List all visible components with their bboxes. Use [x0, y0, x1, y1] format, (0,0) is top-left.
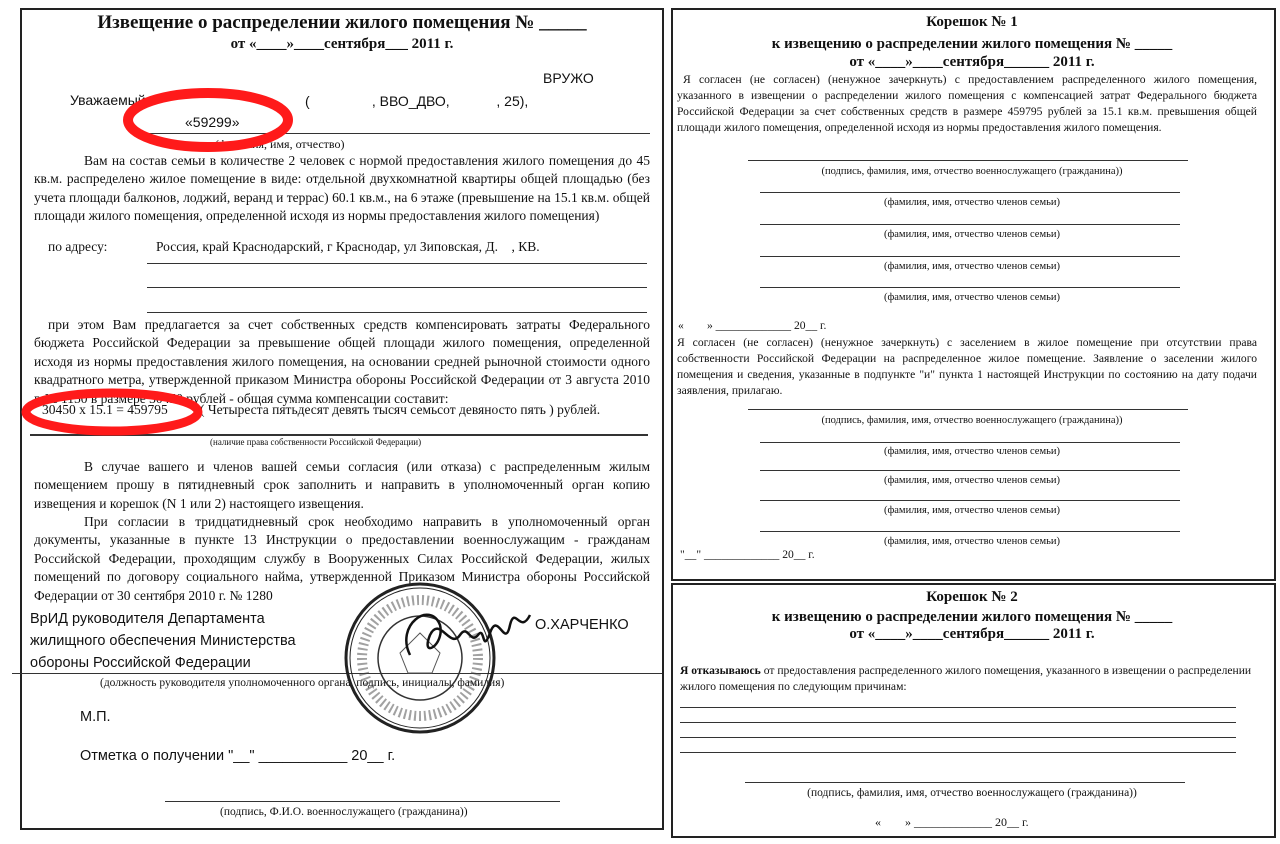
- family-line: [760, 531, 1180, 532]
- stub1-signature-line: [748, 409, 1188, 410]
- family-line: [760, 224, 1180, 225]
- stub2-date: от «____»____сентября______ 2011 г.: [849, 626, 1095, 642]
- notice-title: Извещение о распределении жилого помещения № _____: [97, 12, 587, 33]
- reason-line: [680, 752, 1236, 753]
- reason-line: [680, 722, 1236, 723]
- stub2-subtitle: к извещению о распределении жилого помещения № _____: [771, 609, 1173, 625]
- stub1-caption-signature: (подпись, фамилия, имя, отчество военнослужащего (гражданина)): [821, 415, 1123, 426]
- address-line: [147, 312, 647, 313]
- stub1-caption-family: (фамилия, имя, отчество членов семьи): [883, 292, 1061, 303]
- stub1-subtitle: к извещению о распределении жилого помещения № _____: [771, 36, 1173, 52]
- salutation: Уважаемый: [70, 92, 146, 108]
- stub1-settlement-text: Я согласен (не согласен) (ненужное зачеркнуть) с заселением в жилое помещение при отсутствии права собственности Российской Федерации на распределенное жилое помещение. Заявление о заселении жилого помещения и сведения, указанные в подпункте "и" пункта 1 настоящей Инструкции по состоянию на дату подачи заявления, прилагаю.: [677, 336, 1257, 397]
- stub2-refusal-text: [680, 663, 1256, 695]
- paragraph-instructions: В случае вашего и членов вашей семьи согласия (или отказа) с распределенным жилым помещением прошу в пятидневный срок заполнить и направить в уполномоченный орган копию извещения и корешок (N 1 или 2) настоящего извещения.: [34, 459, 650, 511]
- paragraph-compensation: при этом Вам предлагается за счет собственных средств компенсировать затраты Федерального бюджета Российской Федерации за превышение общей площади жилого помещения, определенной исходя из нормы предоставления жилого помещения, на основании средней рыночной стоимости одного квадратного метра, утвержденной приказом Министра обороны Российской Федерации от 3 августа 2010 г. № 1150 в размере 30450 рублей - общая сумма компенсации составит:: [34, 317, 650, 406]
- compensation-formula: 30450 х 15.1 = 459795: [42, 402, 168, 417]
- paragraph-documents: При согласии в тридцатидневный срок необходимо направить в уполномоченный орган документы, указанные в пункте 13 Инструкции о предоставлении военнослужащим - гражданам Российской Федерации, проходящим службу в Вооруженных Силах Российской Федерации, жилых помещений по договору социального найма, утвержденной Приказом Министра обороны Российской Федерации от 30 сентября 2010 г. № 1280: [34, 514, 650, 603]
- stub2-refusal-bold: Я отказываюсь: [680, 664, 761, 677]
- stub1-caption-family: (фамилия, имя, отчество членов семьи): [883, 197, 1061, 208]
- compensation-words: ( Четыреста пятьдесят девять тысяч семьсот девяносто пять ) рублей.: [200, 402, 601, 417]
- caption-property: (наличие права собственности Российской Федерации): [210, 437, 422, 447]
- stub1-caption-family: (фамилия, имя, отчество членов семьи): [883, 536, 1061, 547]
- signer-position-2: жилищного обеспечения Министерства: [30, 633, 296, 649]
- stub1-date: от «____»____сентября______ 2011 г.: [849, 54, 1095, 70]
- family-line: [760, 500, 1180, 501]
- stub1-date-mid: « » _____________ 20__ г.: [678, 319, 827, 332]
- address-value: Россия, край Краснодарский, г Краснодар, ул Зиповская, Д. , КВ.: [156, 239, 540, 254]
- stub1-title: Корешок № 1: [926, 14, 1018, 30]
- stub1-caption-family: (фамилия, имя, отчество членов семьи): [883, 446, 1061, 457]
- red-highlight-circle-formula: [18, 386, 208, 438]
- stub2-date-end: « » _____________ 20__ г.: [875, 815, 1029, 829]
- stub1-caption-family: (фамилия, имя, отчество членов семьи): [883, 229, 1061, 240]
- addressee-details: ( , ВВО_ДВО, , 25),: [305, 93, 529, 109]
- stamp-place-label: М.П.: [80, 709, 111, 725]
- address-label: по адресу:: [48, 239, 108, 254]
- family-line: [760, 192, 1180, 193]
- signature-icon: [390, 595, 540, 675]
- signer-name: О.ХАРЧЕНКО: [535, 617, 629, 633]
- reason-line: [680, 737, 1236, 738]
- addressee-id: «59299»: [185, 114, 240, 130]
- stub2-signature-line: [745, 782, 1185, 783]
- notice-date: от «____»____сентября___ 2011 г.: [230, 36, 454, 52]
- org-code: ВРУЖО: [543, 70, 594, 86]
- stub1-date-end: "__" _____________ 20__ г.: [680, 548, 815, 561]
- stub1-caption-family: (фамилия, имя, отчество членов семьи): [883, 505, 1061, 516]
- red-highlight-circle-id: [120, 85, 295, 155]
- receipt-mark: Отметка о получении "__" ___________ 20__ г.: [80, 748, 396, 764]
- caption-fio: (фамилия, имя, отчество): [215, 137, 345, 151]
- receipt-signature-line: [165, 801, 560, 802]
- caption-receipt: (подпись, Ф.И.О. военнослужащего (гражданина)): [220, 806, 468, 818]
- family-line: [760, 442, 1180, 443]
- family-line: [760, 256, 1180, 257]
- family-line: [760, 470, 1180, 471]
- reason-line: [680, 707, 1236, 708]
- address-line: [147, 287, 647, 288]
- family-line: [760, 287, 1180, 288]
- stub2-refusal-rest: от предоставления распределенного жилого помещения, указанного в извещении о распределении жилого помещения по следующим причинам:: [680, 664, 1252, 693]
- position-line: [12, 673, 662, 674]
- stub2-caption-signature: (подпись, фамилия, имя, отчество военнослужащего (гражданина)): [807, 787, 1137, 799]
- stub1-consent-text: Я согласен (не согласен) (ненужное зачеркнуть) с предоставлением распределенного жилого помещения, указанного в извещении о распределении жилого помещения с компенсацией затрат Федерального бюджета Российской Федерации за счет собственных средств в размере 459795 рублей за 15.1 кв.м. превышения общей площади жилого помещения, определенной исходя из нормы предоставления жилого помещения.: [677, 73, 1257, 134]
- paragraph-allocation: Вам на состав семьи в количестве 2 человек с нормой предоставления жилого помещения до 45 кв.м. распределено жилое помещение в виде: отдельной двухкомнатной квартиры общей площадью (без учета площади балконов, лоджий, веранд и террас) 60.1 кв.м., на 6 этаже (превышение на 15.1 кв.м. общей площади жилого помещения, определенной исходя из нормы предоставления жилого помещения): [34, 153, 650, 224]
- signer-position-3: обороны Российской Федерации: [30, 655, 251, 671]
- stub2-title: Корешок № 2: [926, 589, 1018, 605]
- caption-position: (должность руководителя уполномоченного органа, подпись, инициалы, фамилия): [100, 677, 505, 689]
- address-line: [147, 263, 647, 264]
- stub1-caption-family: (фамилия, имя, отчество членов семьи): [883, 475, 1061, 486]
- stub1-signature-line: [748, 160, 1188, 161]
- stub1-caption-family: (фамилия, имя, отчество членов семьи): [883, 261, 1061, 272]
- stub1-caption-signature: (подпись, фамилия, имя, отчество военнослужащего (гражданина)): [821, 166, 1123, 177]
- signer-position-1: ВрИД руководителя Департамента: [30, 611, 265, 627]
